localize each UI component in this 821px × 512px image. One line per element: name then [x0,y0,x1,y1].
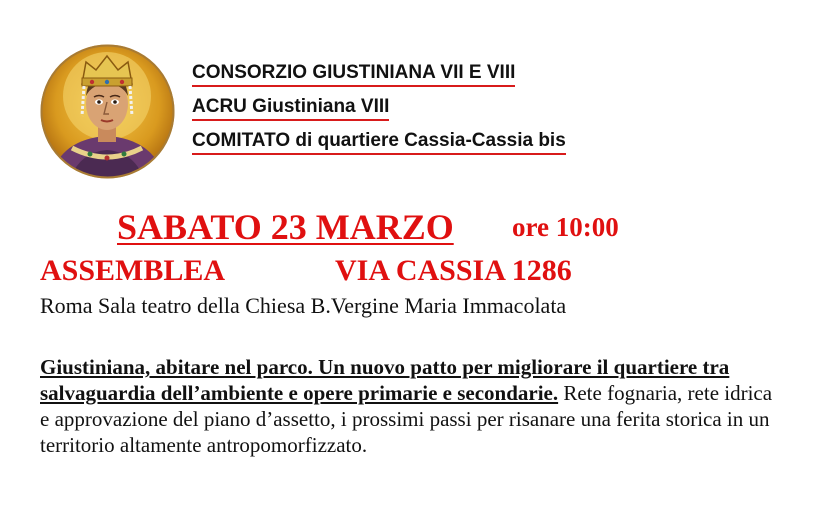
description-paragraph [40,354,780,458]
event-venue: Roma Sala teatro della Chiesa B.Vergine Maria Immacolata [40,293,567,318]
description-headline: Giustiniana, abitare nel parco. Un nuovo patto per migliorare il quartiere tra salvaguardia dell’ambiente e opere primarie e secondarie. [40,355,730,405]
event-address: VIA CASSIA 1286 [335,254,572,287]
event-title: ASSEMBLEA [40,254,226,287]
org-name-acru: ACRU Giustiniana VIII [192,96,389,121]
event-date: SABATO 23 MARZO [117,207,454,247]
mosaic-portrait-logo-icon [40,44,175,179]
org-name-consorzio: CONSORZIO GIUSTINIANA VII E VIII [192,62,515,87]
org-name-comitato: COMITATO di quartiere Cassia-Cassia bis [192,130,566,155]
event-time: ore 10:00 [512,212,619,242]
description-body: Rete fognaria, rete idrica e approvazione del piano d’assetto, i prossimi passi per risanare una ferita storica in un territorio altamente antropomorfizzato. [40,381,773,457]
